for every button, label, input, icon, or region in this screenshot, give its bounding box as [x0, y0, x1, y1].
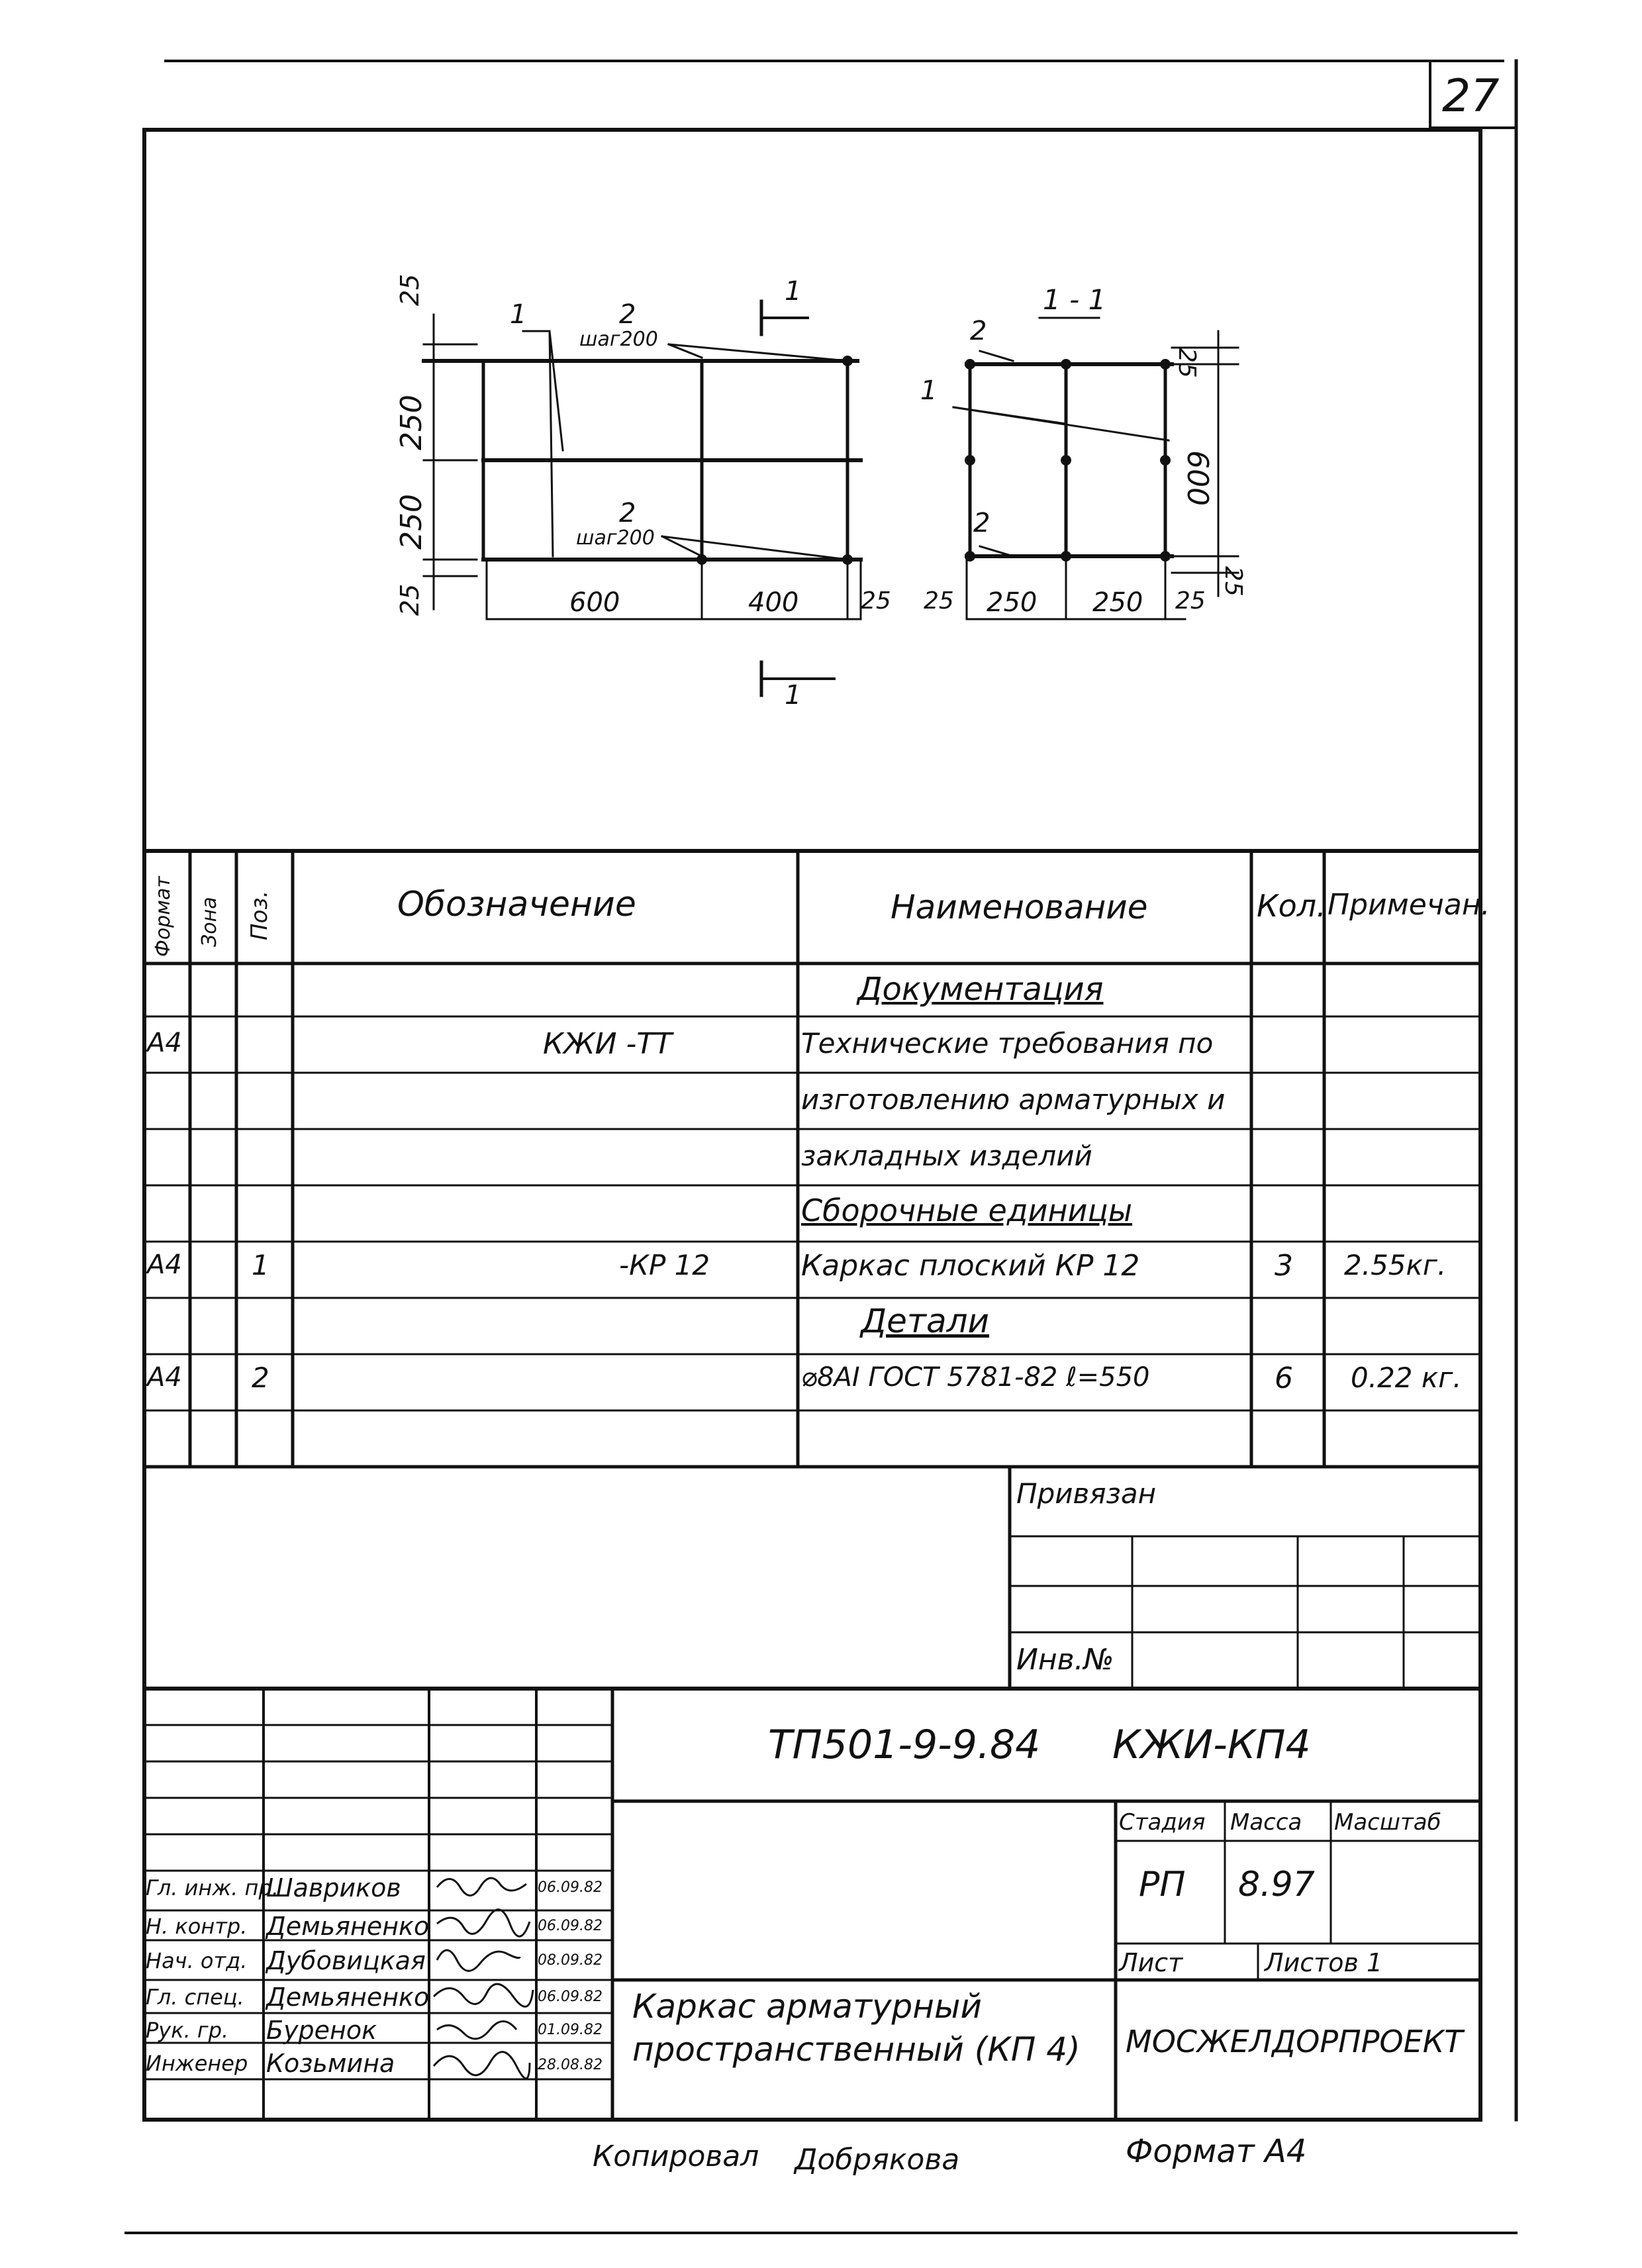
- title-line-2: пространственный (КП 4): [632, 2030, 1081, 2069]
- dim-rh-250-1: 250: [987, 587, 1038, 618]
- spec-row-format: А4: [147, 1250, 182, 1280]
- callout-1-right: 1: [920, 375, 938, 406]
- callout-2-bottom-left: 2: [619, 498, 636, 528]
- stage-value: РП: [1139, 1865, 1186, 1904]
- project-code: ТП501-9-9.84: [768, 1722, 1041, 1768]
- header-zone: Зона: [198, 897, 221, 947]
- stage-label: Стадия: [1119, 1809, 1206, 1836]
- person-role: Инженер: [146, 2051, 248, 2076]
- section-title: 1 - 1: [1043, 283, 1106, 316]
- dim-v-25-bottom: 25: [395, 583, 424, 616]
- mass-label: Масса: [1230, 1809, 1302, 1836]
- person-name: Демьяненко: [266, 1912, 430, 1941]
- header-designation: Обозначение: [397, 885, 636, 924]
- person-role: Гл. инж. пр.: [146, 1875, 279, 1900]
- dim-rv-600: 600: [1181, 450, 1214, 506]
- person-name: Козьмина: [266, 2049, 395, 2078]
- person-date: 06.09.82: [538, 1989, 603, 2005]
- binding-label: Привязан: [1016, 1477, 1157, 1510]
- mass-value: 8.97: [1238, 1865, 1315, 1904]
- callout-1-left: 1: [510, 299, 527, 330]
- callout-2-top-left: 2: [619, 299, 636, 330]
- spec-row-pos: 1: [252, 1249, 269, 1281]
- spec-row-name: Каркас плоский КР 12: [801, 1249, 1140, 1283]
- dim-h-25: 25: [861, 587, 891, 615]
- paper-format: Формат А4: [1126, 2133, 1307, 2170]
- scale-label: Масштаб: [1334, 1809, 1441, 1836]
- spec-row-format: А4: [147, 1362, 182, 1393]
- step-label-top: шаг200: [579, 328, 658, 351]
- person-date: 06.09.82: [538, 1879, 603, 1896]
- organization: МОСЖЕЛДОРПРОЕКТ: [1126, 2024, 1463, 2059]
- spec-section-documentation: Документация: [857, 971, 1104, 1008]
- header-qty: Кол.: [1257, 888, 1326, 924]
- spec-section-details: Детали: [861, 1302, 990, 1340]
- spec-row-name: ⌀8АI ГОСТ 5781-82 ℓ=550: [801, 1362, 1150, 1393]
- title-line-1: Каркас арматурный: [632, 1987, 982, 2026]
- dim-rv-25-bottom: 25: [1220, 566, 1247, 597]
- document-code: КЖИ-КП4: [1112, 1722, 1311, 1768]
- spec-section-assemblies: Сборочные единицы: [801, 1193, 1133, 1228]
- dim-rh-25-left: 25: [924, 587, 954, 615]
- copied-label: Копировал: [593, 2140, 759, 2173]
- person-name: Буренок: [266, 2016, 377, 2045]
- spec-row-note: 0.22 кг.: [1351, 1361, 1462, 1394]
- spec-row-note: 2.55кг.: [1344, 1249, 1447, 1281]
- person-role: Н. контр.: [146, 1914, 248, 1939]
- person-name: Шавриков: [266, 1873, 401, 1902]
- section-mark-top: 1: [785, 276, 802, 307]
- person-date: 01.09.82: [538, 2022, 603, 2038]
- dim-rh-250-2: 250: [1092, 587, 1143, 618]
- sheets-count: Листов 1: [1265, 1948, 1383, 1977]
- spec-row-name: Технические требования по: [801, 1027, 1214, 1060]
- dim-rh-25-right: 25: [1175, 587, 1206, 615]
- header-pos: Поз.: [246, 890, 273, 940]
- person-role: Гл. спец.: [146, 1985, 244, 2010]
- copier-name: Добрякова: [795, 2143, 960, 2177]
- spec-row-name: закладных изделий: [801, 1140, 1092, 1172]
- dim-v-25-top: 25: [395, 273, 424, 306]
- person-name: Демьяненко: [266, 1983, 430, 2012]
- spec-row-designation: КЖИ -ТТ: [543, 1027, 673, 1061]
- callout-2-top-right: 2: [970, 316, 987, 346]
- person-date: 06.09.82: [538, 1918, 603, 1934]
- dim-v-250-2: 250: [395, 494, 428, 550]
- person-date: 08.09.82: [538, 1952, 603, 1969]
- section-mark-bottom: 1: [785, 680, 802, 711]
- dim-h-600: 600: [569, 587, 620, 618]
- person-role: Нач. отд.: [146, 1948, 248, 1973]
- header-note: Примечан.: [1328, 888, 1490, 922]
- dim-v-250-1: 250: [395, 395, 428, 450]
- header-name: Наименование: [891, 888, 1148, 926]
- dim-h-400: 400: [748, 587, 799, 618]
- dim-rv-25-top: 25: [1173, 348, 1200, 378]
- person-role: Рук. гр.: [146, 2018, 229, 2043]
- spec-row-qty: 6: [1275, 1361, 1293, 1395]
- spec-row-qty: 3: [1275, 1249, 1293, 1283]
- person-date: 28.08.82: [538, 2057, 603, 2073]
- sheet-number: 27: [1442, 70, 1500, 123]
- spec-row-format: А4: [147, 1028, 182, 1058]
- callout-2-bottom-right: 2: [973, 508, 990, 538]
- step-label-bottom: шаг200: [576, 526, 655, 550]
- sheet-label: Лист: [1119, 1948, 1183, 1977]
- spec-row-designation: -КР 12: [619, 1249, 710, 1281]
- spec-row-name: изготовлению арматурных и: [801, 1083, 1226, 1116]
- spec-row-pos: 2: [252, 1361, 269, 1394]
- inventory-number-label: Инв.№: [1016, 1643, 1114, 1677]
- person-name: Дубовицкая: [266, 1946, 426, 1975]
- header-format: Формат: [152, 876, 175, 957]
